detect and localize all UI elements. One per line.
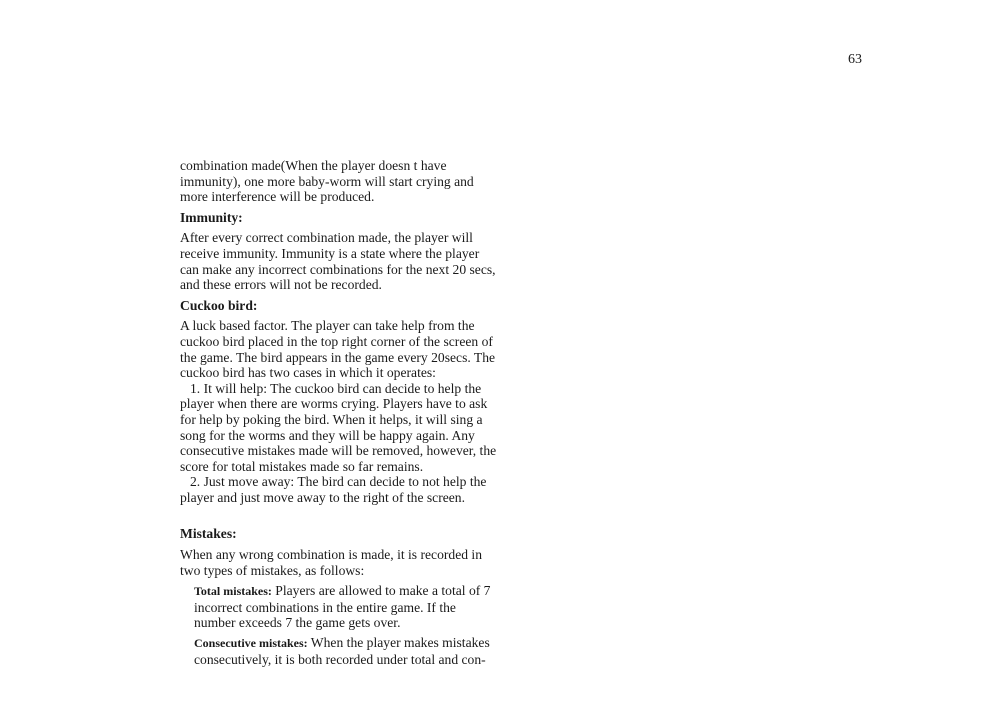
intro-paragraph: combination made(When the player doesn t have immunity), one more baby-worm will start crying and more interference will be produced.: [180, 158, 474, 205]
cuckoo-case-move-away: 2. Just move away: The bird can decide to not help the player and just move away to the right of the screen.: [180, 474, 487, 505]
mistakes-paragraph: When any wrong combination is made, it is recorded in two types of mistakes, as follows:: [180, 547, 483, 578]
consecutive-mistakes-item: [194, 635, 498, 667]
section-spacer: [180, 505, 498, 526]
cuckoo-case-help: 1. It will help: The cuckoo bird can decide to help the player when there are worms crying. Players have to ask for help by poking the bird. When it helps, it will sing a song for the worms and they will be happy again. Any consecutive mistakes made will be removed, however, the score for total mistakes made so far remains.: [180, 380, 497, 474]
text-column: [180, 158, 498, 671]
consecutive-mistakes-text: When the player makes mistakes consecutively, it is both recorded under total and con-: [194, 635, 490, 667]
immunity-heading: Immunity:: [180, 209, 243, 225]
cuckoo-bird-heading: Cuckoo bird:: [180, 297, 258, 313]
mistakes-heading: Mistakes:: [180, 526, 237, 542]
immunity-paragraph: After every correct combination made, the player will receive immunity. Immunity is a state where the player can make any incorrect combinations for the next 20 secs, and these errors will not be recorded.: [180, 230, 496, 293]
page-number: 63: [848, 52, 862, 67]
total-mistakes-term: Total mistakes:: [194, 584, 272, 599]
consecutive-mistakes-term: Consecutive mistakes:: [194, 636, 308, 651]
total-mistakes-text: Players are allowed to make a total of 7 incorrect combinations in the entire game. If the number exceeds 7 the game gets over.: [194, 583, 491, 631]
cuckoo-bird-paragraph: A luck based factor. The player can take help from the cuckoo bird placed in the top right corner of the screen of the game. The bird appears in the game every 20secs. The cuckoo bird has two cases in which it operates:: [180, 318, 496, 381]
total-mistakes-item: [194, 583, 498, 631]
